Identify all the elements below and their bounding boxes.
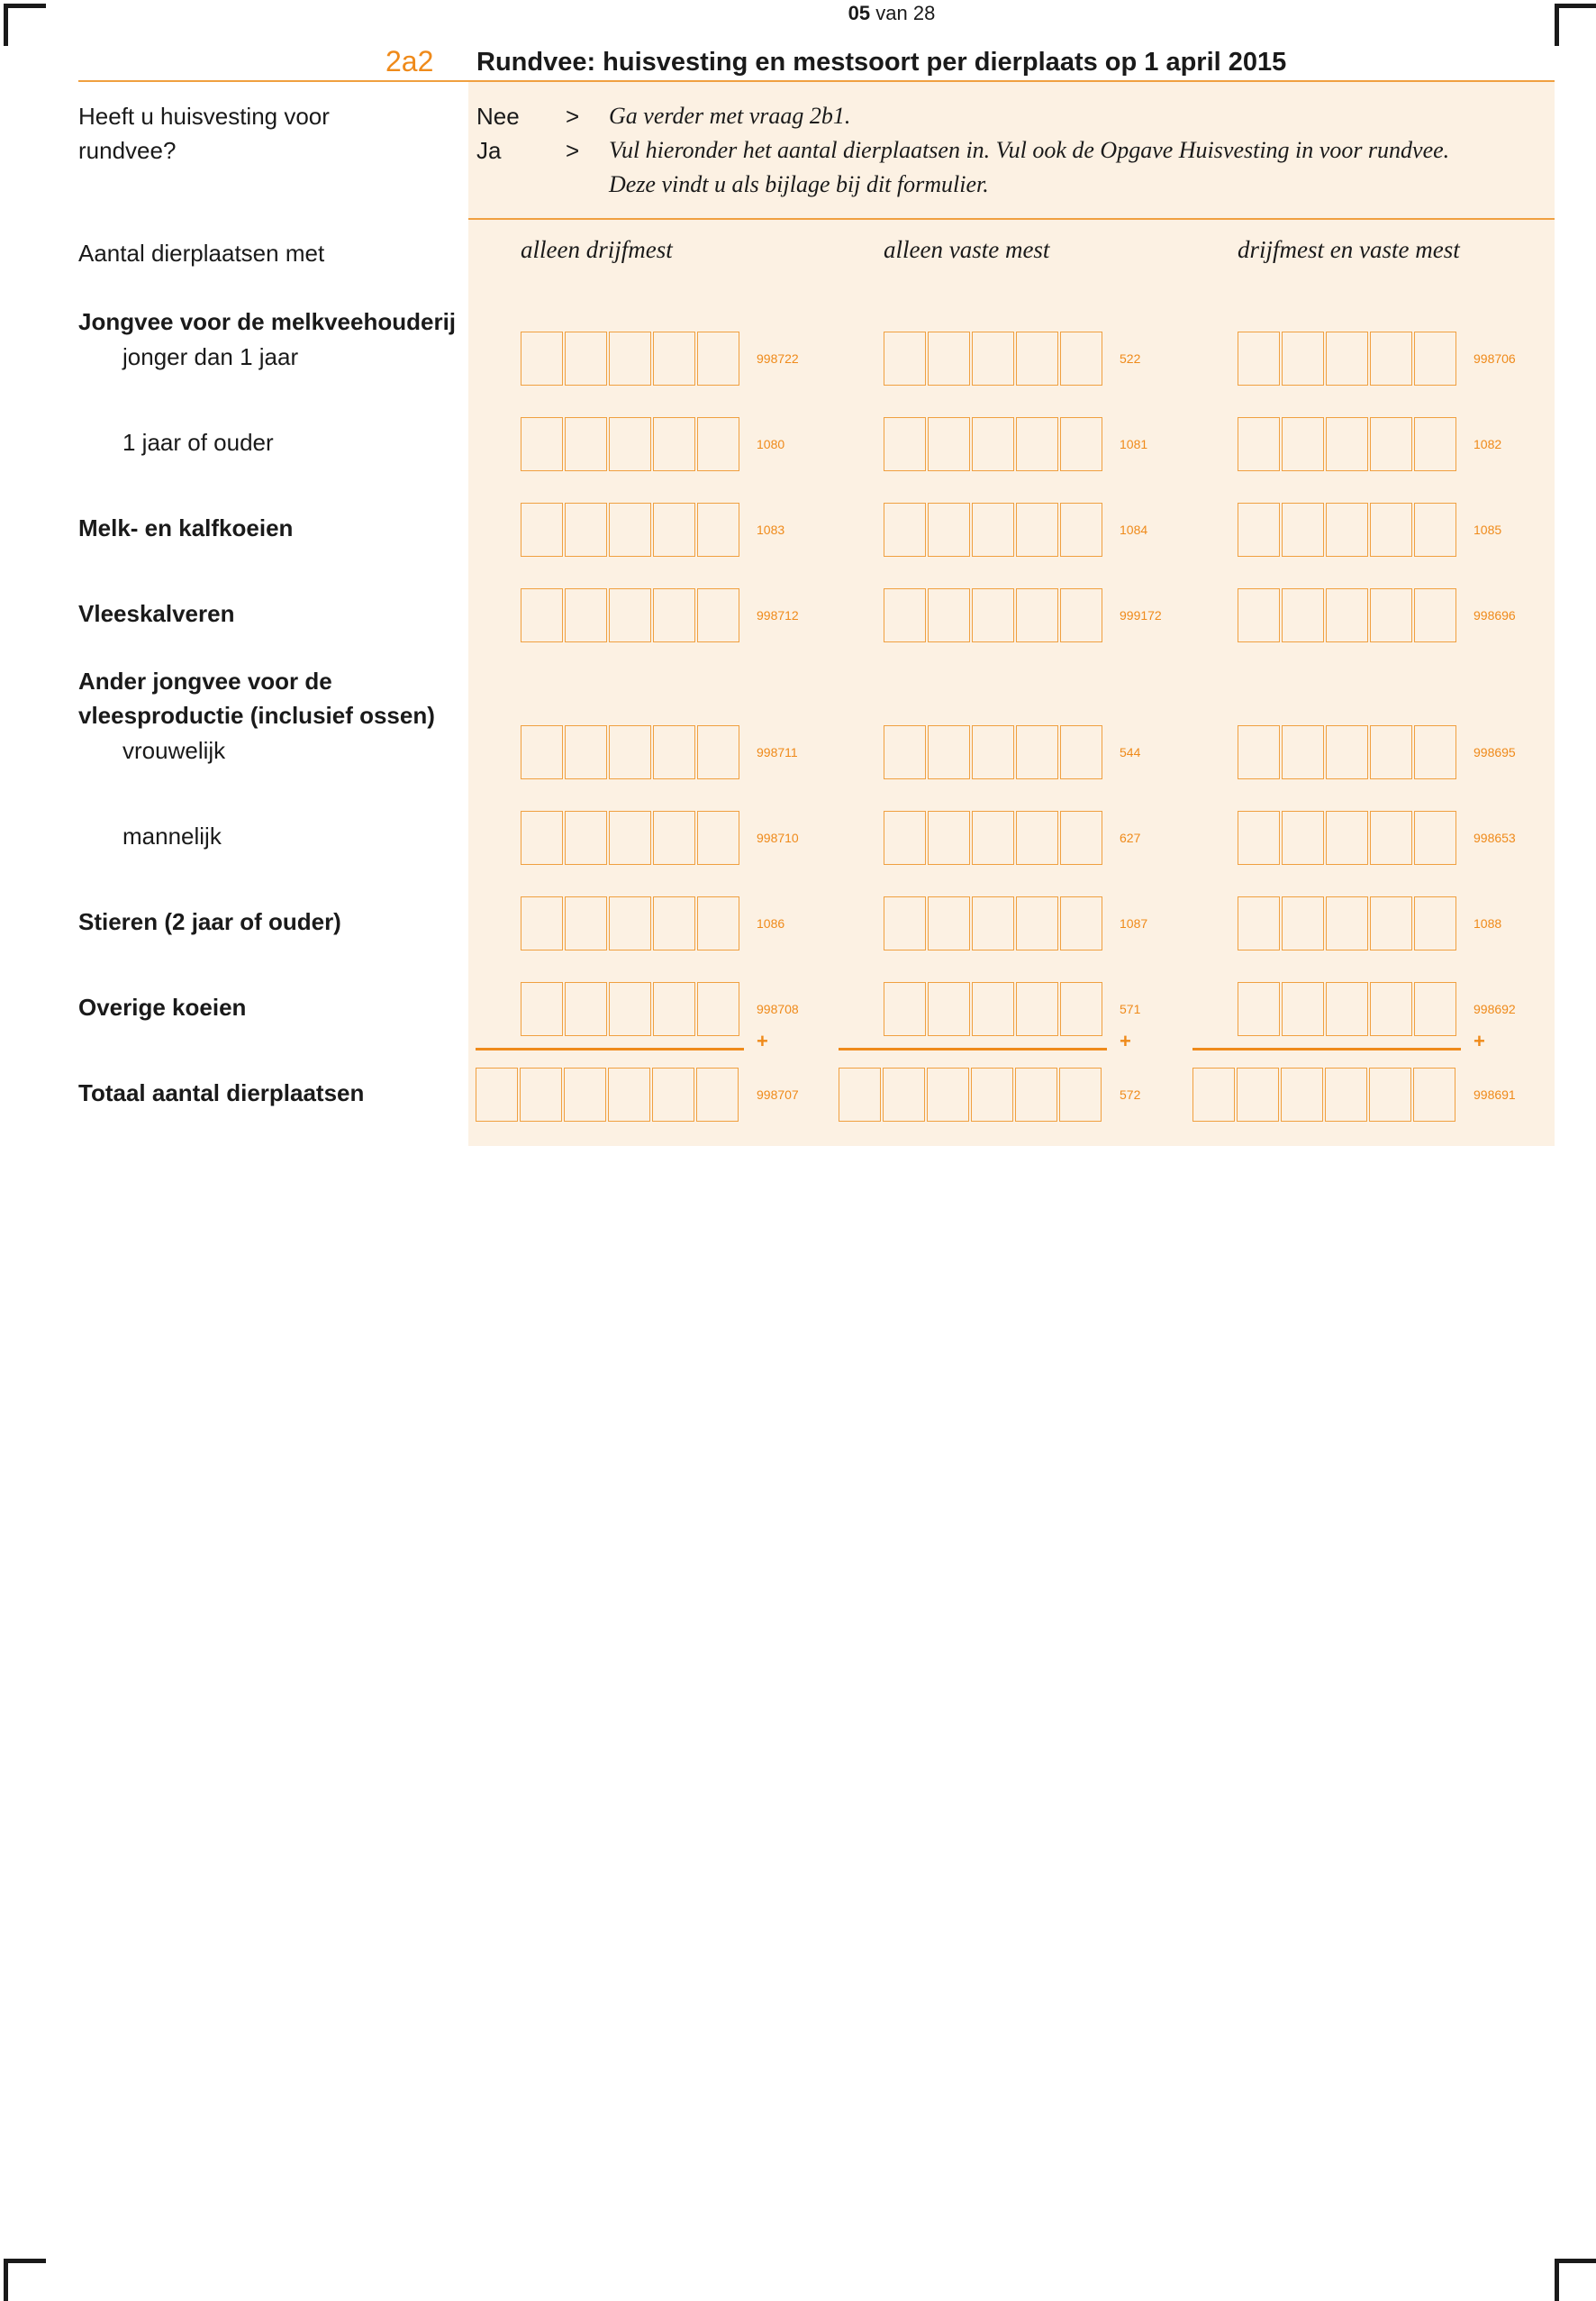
digit-box[interactable] bbox=[1326, 588, 1368, 642]
title-rule bbox=[78, 80, 1555, 82]
digit-box[interactable] bbox=[476, 1068, 518, 1122]
digit-box[interactable] bbox=[697, 982, 739, 1036]
entry-boxes-row6-beide[interactable] bbox=[1238, 811, 1458, 867]
row-label-totaal: Totaal aantal dierplaatsen bbox=[78, 1079, 365, 1106]
digit-box[interactable] bbox=[1369, 1068, 1411, 1122]
row-label-melk-en-kalfkoeien: Melk- en kalfkoeien bbox=[78, 514, 294, 541]
digit-box[interactable] bbox=[1414, 588, 1456, 642]
digit-box[interactable] bbox=[609, 417, 651, 471]
question-number: 2a2 bbox=[385, 45, 434, 77]
entry-boxes-row7-drijfmest[interactable] bbox=[521, 896, 741, 952]
group-label-vleesproductie-line1: Ander jongvee voor de bbox=[78, 668, 332, 695]
digit-box[interactable] bbox=[1238, 982, 1280, 1036]
digit-box[interactable] bbox=[972, 588, 1014, 642]
entry-boxes-row5-vaste-mest[interactable] bbox=[884, 725, 1104, 781]
column-header-vaste-mest: alleen vaste mest bbox=[884, 236, 1050, 263]
digit-box[interactable] bbox=[1370, 811, 1412, 865]
digit-box[interactable] bbox=[609, 896, 651, 950]
intro-label-line2: rundvee? bbox=[78, 137, 177, 164]
field-code: 999172 bbox=[1120, 608, 1162, 623]
field-code: 998695 bbox=[1474, 745, 1516, 759]
page-number bbox=[811, 2, 973, 25]
digit-box[interactable] bbox=[884, 503, 926, 557]
digit-box[interactable] bbox=[1414, 896, 1456, 950]
digit-box[interactable] bbox=[609, 811, 651, 865]
row-label-overige-koeien: Overige koeien bbox=[78, 994, 247, 1021]
digit-box[interactable] bbox=[521, 725, 563, 779]
digit-box[interactable] bbox=[697, 332, 739, 386]
digit-box[interactable] bbox=[1238, 725, 1280, 779]
digit-box[interactable] bbox=[1015, 1068, 1057, 1122]
digit-box[interactable] bbox=[653, 896, 695, 950]
digit-box[interactable] bbox=[1414, 811, 1456, 865]
entry-boxes-row3-drijfmest[interactable] bbox=[521, 503, 741, 559]
field-code: 998706 bbox=[1474, 351, 1516, 366]
option-ja-answer[interactable]: Ja bbox=[476, 137, 502, 164]
entry-boxes-row4-drijfmest[interactable] bbox=[521, 588, 741, 644]
digit-box[interactable] bbox=[1238, 588, 1280, 642]
digit-box[interactable] bbox=[1016, 896, 1058, 950]
digit-box[interactable] bbox=[652, 1068, 694, 1122]
digit-box[interactable] bbox=[928, 811, 970, 865]
digit-box[interactable] bbox=[1282, 811, 1324, 865]
digit-box[interactable] bbox=[928, 417, 970, 471]
sum-line bbox=[1192, 1048, 1461, 1050]
digit-box[interactable] bbox=[697, 896, 739, 950]
digit-box[interactable] bbox=[565, 811, 607, 865]
entry-boxes-total-drijfmest[interactable] bbox=[476, 1068, 740, 1123]
entry-boxes-row1-beide[interactable] bbox=[1238, 332, 1458, 387]
digit-box[interactable] bbox=[1016, 811, 1058, 865]
entry-boxes-row1-drijfmest[interactable] bbox=[521, 332, 741, 387]
entry-boxes-total-beide[interactable] bbox=[1192, 1068, 1457, 1123]
option-nee-arrow: > bbox=[566, 103, 580, 130]
option-nee-answer[interactable]: Nee bbox=[476, 103, 520, 130]
digit-box[interactable] bbox=[564, 1068, 606, 1122]
entry-boxes-row2-drijfmest[interactable] bbox=[521, 417, 741, 473]
field-code: 1087 bbox=[1120, 916, 1148, 931]
digit-box[interactable] bbox=[1192, 1068, 1235, 1122]
field-code: 1083 bbox=[757, 523, 785, 537]
sum-line bbox=[476, 1048, 744, 1050]
digit-box[interactable] bbox=[1016, 725, 1058, 779]
crop-mark-bottom-left bbox=[4, 2259, 46, 2301]
digit-box[interactable] bbox=[1326, 332, 1368, 386]
page-of-label: van 28 bbox=[875, 2, 936, 24]
field-code: 998712 bbox=[757, 608, 799, 623]
field-code: 544 bbox=[1120, 745, 1141, 759]
column-header-drijfmest: alleen drijfmest bbox=[521, 236, 673, 263]
field-code: 1082 bbox=[1474, 437, 1502, 451]
digit-box[interactable] bbox=[1413, 1068, 1455, 1122]
column-header-beide: drijfmest en vaste mest bbox=[1238, 236, 1460, 263]
digit-box[interactable] bbox=[697, 503, 739, 557]
digit-box[interactable] bbox=[884, 982, 926, 1036]
option-ja-arrow: > bbox=[566, 137, 580, 164]
digit-box[interactable] bbox=[1238, 503, 1280, 557]
digit-box[interactable] bbox=[1282, 725, 1324, 779]
field-code: 627 bbox=[1120, 831, 1141, 845]
digit-box[interactable] bbox=[1370, 896, 1412, 950]
field-code: 1086 bbox=[757, 916, 785, 931]
digit-box[interactable] bbox=[972, 503, 1014, 557]
digit-box[interactable] bbox=[971, 1068, 1013, 1122]
digit-box[interactable] bbox=[565, 982, 607, 1036]
digit-box[interactable] bbox=[653, 588, 695, 642]
entry-boxes-row7-vaste-mest[interactable] bbox=[884, 896, 1104, 952]
digit-box[interactable] bbox=[1326, 811, 1368, 865]
field-code: 1084 bbox=[1120, 523, 1148, 537]
digit-box[interactable] bbox=[1370, 332, 1412, 386]
digit-box[interactable] bbox=[609, 725, 651, 779]
digit-box[interactable] bbox=[653, 503, 695, 557]
crop-mark-top-right bbox=[1555, 4, 1596, 46]
intro-rule bbox=[468, 218, 1555, 220]
digit-box[interactable] bbox=[1060, 982, 1102, 1036]
digit-box[interactable] bbox=[653, 417, 695, 471]
crop-mark-bottom-right bbox=[1555, 2259, 1596, 2301]
digit-box[interactable] bbox=[1238, 811, 1280, 865]
digit-box[interactable] bbox=[565, 896, 607, 950]
option-ja-text: Vul hieronder het aantal dierplaatsen in. Vul ook de Opgave Huisvesting in voor rundvee. bbox=[609, 137, 1450, 163]
field-code: 1088 bbox=[1474, 916, 1502, 931]
entry-boxes-row1-vaste-mest[interactable] bbox=[884, 332, 1104, 387]
digit-box[interactable] bbox=[972, 896, 1014, 950]
digit-box[interactable] bbox=[653, 982, 695, 1036]
digit-box[interactable] bbox=[521, 982, 563, 1036]
entry-boxes-row2-vaste-mest[interactable] bbox=[884, 417, 1104, 473]
digit-box[interactable] bbox=[1016, 417, 1058, 471]
digit-box[interactable] bbox=[1238, 896, 1280, 950]
digit-box[interactable] bbox=[884, 332, 926, 386]
digit-box[interactable] bbox=[1370, 725, 1412, 779]
group-label-melkveehouderij: Jongvee voor de melkveehouderij bbox=[78, 308, 457, 335]
plus-sign: + bbox=[1474, 1030, 1485, 1052]
digit-box[interactable] bbox=[1060, 588, 1102, 642]
digit-box[interactable] bbox=[928, 896, 970, 950]
entry-boxes-row8-drijfmest[interactable] bbox=[521, 982, 741, 1038]
digit-box[interactable] bbox=[1060, 417, 1102, 471]
entry-boxes-row4-vaste-mest[interactable] bbox=[884, 588, 1104, 644]
field-code: 998722 bbox=[757, 351, 799, 366]
digit-box[interactable] bbox=[609, 588, 651, 642]
digit-box[interactable] bbox=[1282, 417, 1324, 471]
entry-boxes-row7-beide[interactable] bbox=[1238, 896, 1458, 952]
row-label-1-jaar-of-ouder: 1 jaar of ouder bbox=[122, 429, 274, 456]
field-code: 1085 bbox=[1474, 523, 1502, 537]
digit-box[interactable] bbox=[1016, 503, 1058, 557]
digit-box[interactable] bbox=[1414, 503, 1456, 557]
digit-box[interactable] bbox=[928, 332, 970, 386]
digit-box[interactable] bbox=[1414, 982, 1456, 1036]
digit-box[interactable] bbox=[1370, 588, 1412, 642]
digit-box[interactable] bbox=[928, 725, 970, 779]
entry-boxes-total-vaste-mest[interactable] bbox=[839, 1068, 1103, 1123]
digit-box[interactable] bbox=[927, 1068, 969, 1122]
digit-box[interactable] bbox=[1237, 1068, 1279, 1122]
digit-box[interactable] bbox=[1370, 417, 1412, 471]
field-code: 571 bbox=[1120, 1002, 1141, 1016]
digit-box[interactable] bbox=[565, 588, 607, 642]
digit-box[interactable] bbox=[697, 811, 739, 865]
plus-sign: + bbox=[1120, 1030, 1131, 1052]
digit-box[interactable] bbox=[696, 1068, 739, 1122]
entry-boxes-row5-drijfmest[interactable] bbox=[521, 725, 741, 781]
entry-boxes-row6-vaste-mest[interactable] bbox=[884, 811, 1104, 867]
digit-box[interactable] bbox=[883, 1068, 925, 1122]
digit-box[interactable] bbox=[565, 725, 607, 779]
entry-boxes-row5-beide[interactable] bbox=[1238, 725, 1458, 781]
digit-box[interactable] bbox=[609, 332, 651, 386]
digit-box[interactable] bbox=[1016, 588, 1058, 642]
digit-box[interactable] bbox=[521, 332, 563, 386]
field-code: 998691 bbox=[1474, 1087, 1516, 1102]
field-code: 998692 bbox=[1474, 1002, 1516, 1016]
sum-line bbox=[839, 1048, 1107, 1050]
digit-box[interactable] bbox=[928, 503, 970, 557]
digit-box[interactable] bbox=[1326, 896, 1368, 950]
field-code: 998710 bbox=[757, 831, 799, 845]
row-label-vrouwelijk: vrouwelijk bbox=[122, 737, 226, 764]
digit-box[interactable] bbox=[1326, 725, 1368, 779]
digit-box[interactable] bbox=[697, 588, 739, 642]
field-code: 572 bbox=[1120, 1087, 1141, 1102]
digit-box[interactable] bbox=[521, 811, 563, 865]
digit-box[interactable] bbox=[1326, 417, 1368, 471]
digit-box[interactable] bbox=[1370, 503, 1412, 557]
digit-box[interactable] bbox=[520, 1068, 562, 1122]
digit-box[interactable] bbox=[1282, 503, 1324, 557]
digit-box[interactable] bbox=[521, 896, 563, 950]
digit-box[interactable] bbox=[884, 811, 926, 865]
digit-box[interactable] bbox=[1060, 503, 1102, 557]
row-header: Aantal dierplaatsen met bbox=[78, 240, 325, 267]
option-nee-text: Ga verder met vraag 2b1. bbox=[609, 103, 851, 129]
digit-box[interactable] bbox=[1238, 332, 1280, 386]
page-current: 05 bbox=[848, 2, 871, 24]
intro-label-line1: Heeft u huisvesting voor bbox=[78, 103, 330, 130]
digit-box[interactable] bbox=[1060, 811, 1102, 865]
option-ja-continuation: Deze vindt u als bijlage bij dit formulier. bbox=[609, 171, 989, 197]
field-code: 998708 bbox=[757, 1002, 799, 1016]
digit-box[interactable] bbox=[1281, 1068, 1323, 1122]
digit-box[interactable] bbox=[972, 725, 1014, 779]
digit-box[interactable] bbox=[1282, 896, 1324, 950]
digit-box[interactable] bbox=[565, 417, 607, 471]
entry-boxes-row2-beide[interactable] bbox=[1238, 417, 1458, 473]
digit-box[interactable] bbox=[653, 332, 695, 386]
digit-box[interactable] bbox=[972, 811, 1014, 865]
digit-box[interactable] bbox=[884, 417, 926, 471]
digit-box[interactable] bbox=[1326, 982, 1368, 1036]
plus-sign: + bbox=[757, 1030, 768, 1052]
row-label-vleeskalveren: Vleeskalveren bbox=[78, 600, 235, 627]
digit-box[interactable] bbox=[1370, 982, 1412, 1036]
digit-box[interactable] bbox=[884, 588, 926, 642]
digit-box[interactable] bbox=[1282, 982, 1324, 1036]
digit-box[interactable] bbox=[1060, 332, 1102, 386]
digit-box[interactable] bbox=[1282, 332, 1324, 386]
digit-box[interactable] bbox=[972, 332, 1014, 386]
question-title: Rundvee: huisvesting en mestsoort per dierplaats op 1 april 2015 bbox=[476, 48, 1287, 77]
digit-box[interactable] bbox=[1060, 896, 1102, 950]
field-code: 1080 bbox=[757, 437, 785, 451]
entry-boxes-row6-drijfmest[interactable] bbox=[521, 811, 741, 867]
entry-boxes-row3-vaste-mest[interactable] bbox=[884, 503, 1104, 559]
digit-box[interactable] bbox=[609, 982, 651, 1036]
field-code: 998696 bbox=[1474, 608, 1516, 623]
entry-boxes-row3-beide[interactable] bbox=[1238, 503, 1458, 559]
digit-box[interactable] bbox=[565, 503, 607, 557]
digit-box[interactable] bbox=[1016, 332, 1058, 386]
digit-box[interactable] bbox=[521, 588, 563, 642]
group-label-vleesproductie-line2: vleesproductie (inclusief ossen) bbox=[78, 702, 435, 729]
digit-box[interactable] bbox=[609, 503, 651, 557]
digit-box[interactable] bbox=[697, 725, 739, 779]
digit-box[interactable] bbox=[972, 417, 1014, 471]
digit-box[interactable] bbox=[1414, 417, 1456, 471]
digit-box[interactable] bbox=[653, 725, 695, 779]
digit-box[interactable] bbox=[521, 417, 563, 471]
digit-box[interactable] bbox=[697, 417, 739, 471]
field-code: 998707 bbox=[757, 1087, 799, 1102]
digit-box[interactable] bbox=[884, 725, 926, 779]
row-label-jonger-dan-1-jaar: jonger dan 1 jaar bbox=[122, 343, 299, 370]
digit-box[interactable] bbox=[928, 982, 970, 1036]
field-code: 1081 bbox=[1120, 437, 1148, 451]
digit-box[interactable] bbox=[1325, 1068, 1367, 1122]
crop-mark-top-left bbox=[4, 4, 46, 46]
digit-box[interactable] bbox=[839, 1068, 881, 1122]
digit-box[interactable] bbox=[653, 811, 695, 865]
digit-box[interactable] bbox=[1414, 332, 1456, 386]
entry-boxes-row8-beide[interactable] bbox=[1238, 982, 1458, 1038]
digit-box[interactable] bbox=[1414, 725, 1456, 779]
entry-boxes-row4-beide[interactable] bbox=[1238, 588, 1458, 644]
field-code: 998711 bbox=[757, 745, 798, 759]
digit-box[interactable] bbox=[1060, 725, 1102, 779]
digit-box[interactable] bbox=[1326, 503, 1368, 557]
digit-box[interactable] bbox=[928, 588, 970, 642]
digit-box[interactable] bbox=[565, 332, 607, 386]
entry-boxes-row8-vaste-mest[interactable] bbox=[884, 982, 1104, 1038]
field-code: 998653 bbox=[1474, 831, 1516, 845]
digit-box[interactable] bbox=[521, 503, 563, 557]
digit-box[interactable] bbox=[1059, 1068, 1102, 1122]
field-code: 522 bbox=[1120, 351, 1141, 366]
digit-box[interactable] bbox=[972, 982, 1014, 1036]
digit-box[interactable] bbox=[1282, 588, 1324, 642]
row-label-mannelijk: mannelijk bbox=[122, 823, 222, 850]
row-label-stieren: Stieren (2 jaar of ouder) bbox=[78, 908, 341, 935]
digit-box[interactable] bbox=[884, 896, 926, 950]
digit-box[interactable] bbox=[1016, 982, 1058, 1036]
digit-box[interactable] bbox=[1238, 417, 1280, 471]
digit-box[interactable] bbox=[608, 1068, 650, 1122]
